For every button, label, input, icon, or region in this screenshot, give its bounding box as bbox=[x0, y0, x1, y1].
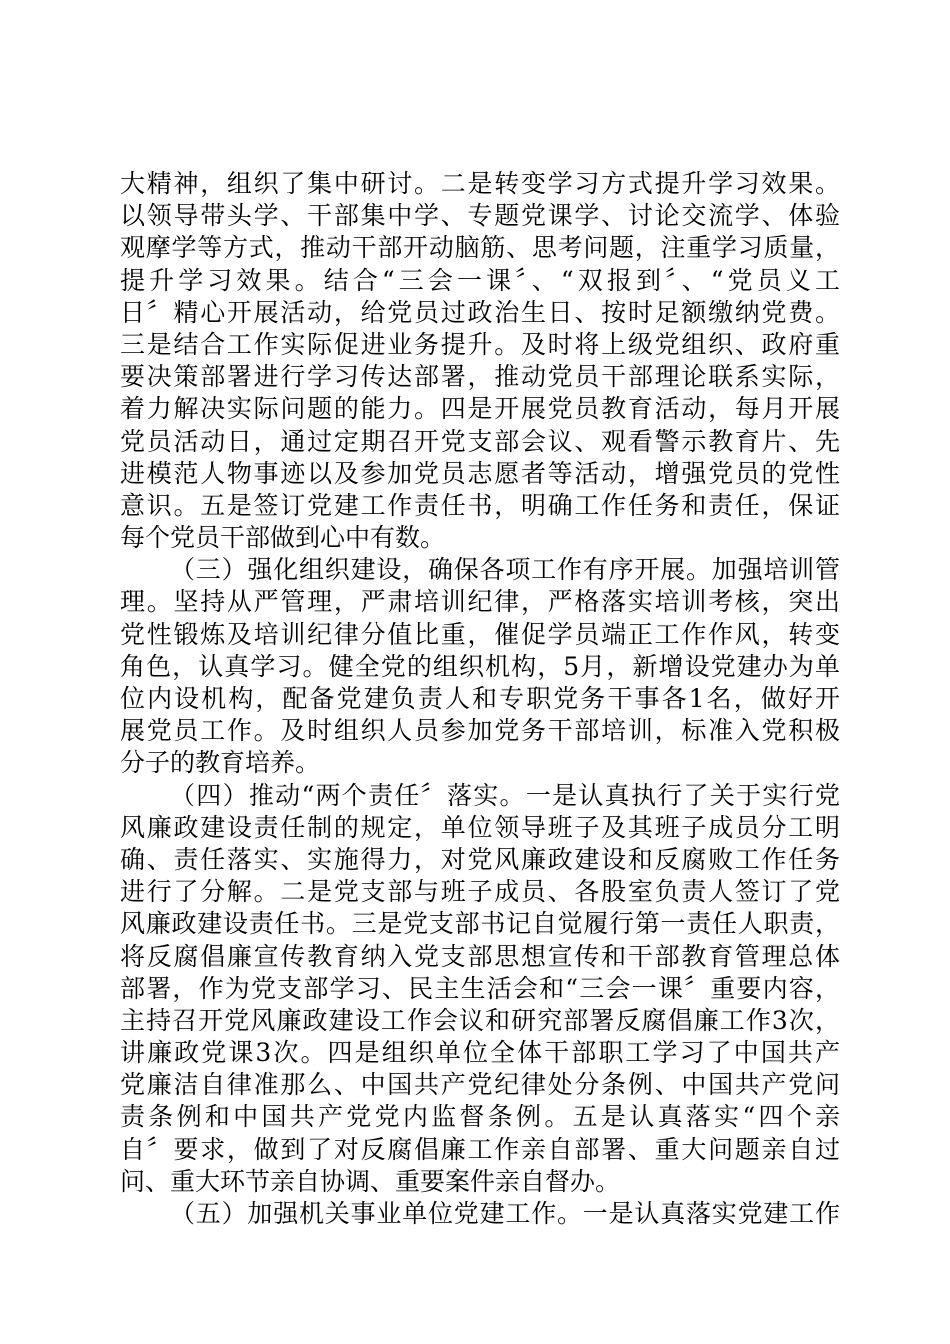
text-line: 日〞精心开展活动，给党员过政治生日、按时足额缴纳党费。 bbox=[120, 297, 840, 327]
text-line: 讲廉政党课3次。四是组织单位全体干部职工学习了中国共产 bbox=[120, 1038, 840, 1068]
text-line: 确、责任落实、实施得力，对党风廉政建设和反腐败工作任务 bbox=[120, 844, 840, 874]
text-line: 观摩学等方式，推动干部开动脑筋、思考问题，注重学习质量， bbox=[120, 233, 840, 263]
text-line: 自〞要求，做到了对反腐倡廉工作亲自部署、重大问题亲自过 bbox=[120, 1134, 840, 1164]
text-line: 理。坚持从严管理，严肃培训纪律，严格落实培训考核，突出 bbox=[120, 587, 840, 617]
section-heading-line: （三）强化组织建设，确保各项工作有序开展。加强培训管 bbox=[170, 555, 840, 585]
text-line: 每个党员干部做到心中有数。 bbox=[120, 523, 446, 553]
text-line: 问、重大环节亲自协调、重要案件亲自督办。 bbox=[120, 1166, 621, 1196]
text-line: 展党员工作。及时组织人员参加党务干部培训，标准入党积极 bbox=[120, 716, 840, 746]
text-line: 主持召开党风廉政建设工作会议和研究部署反腐倡廉工作3次， bbox=[120, 1005, 840, 1035]
text-line: 以领导带头学、干部集中学、专题党课学、讨论交流学、体验 bbox=[120, 201, 840, 231]
text-line: 提升学习效果。结合“三会一课〞、“双报到〞、“党员义工 bbox=[120, 265, 840, 295]
text-line: 角色，认真学习。健全党的组织机构，5月，新增设党建办为单 bbox=[120, 651, 840, 681]
text-line: 责条例和中国共产党党内监督条例。五是认真落实“四个亲 bbox=[120, 1102, 840, 1132]
text-line: 意识。五是签订党建工作责任书，明确工作任务和责任，保证 bbox=[120, 490, 840, 520]
text-line: 将反腐倡廉宣传教育纳入党支部思想宣传和干部教育管理总体 bbox=[120, 941, 840, 971]
text-line: 位内设机构，配备党建负责人和专职党务干事各1名，做好开 bbox=[120, 684, 840, 713]
text-line: 党性锻炼及培训纪律分值比重，催促学员端正工作作风，转变 bbox=[120, 619, 840, 649]
text-line: 着力解决实际问题的能力。四是开展党员教育活动，每月开展 bbox=[120, 394, 840, 424]
text-line: 进模范人物事迹以及参加党员志愿者等活动，增强党员的党性 bbox=[120, 458, 840, 488]
text-line: 要决策部署进行学习传达部署，推动党员干部理论联系实际， bbox=[120, 362, 840, 392]
text-line: 党员活动日，通过定期召开党支部会议、观看警示教育片、先 bbox=[120, 426, 840, 456]
text-line: 大精神，组织了集中研讨。二是转变学习方式提升学习效果。 bbox=[120, 169, 840, 198]
text-line: 风廉政建设责任制的规定，单位领导班子及其班子成员分工明 bbox=[120, 812, 840, 842]
text-line: 风廉政建设责任书。三是党支部书记自觉履行第一责任人职责， bbox=[120, 909, 840, 939]
text-line: 党廉洁自律准那么、中国共产党纪律处分条例、中国共产党问 bbox=[120, 1070, 840, 1100]
section-heading-line: （五）加强机关事业单位党建工作。一是认真落实党建工作 bbox=[170, 1199, 840, 1228]
text-line: 三是结合工作实际促进业务提升。及时将上级党组织、政府重 bbox=[120, 329, 840, 359]
text-line: 分子的教育培养。 bbox=[120, 748, 321, 778]
section-heading-line: （四）推动“两个责任〞落实。一是认真执行了关于实行党 bbox=[170, 780, 840, 810]
document-page bbox=[120, 168, 840, 1230]
text-line: 进行了分解。二是党支部与班子成员、各股室负责人签订了党 bbox=[120, 877, 840, 907]
text-line: 部署，作为党支部学习、民主生活会和“三会一课〞重要内容， bbox=[120, 973, 840, 1003]
